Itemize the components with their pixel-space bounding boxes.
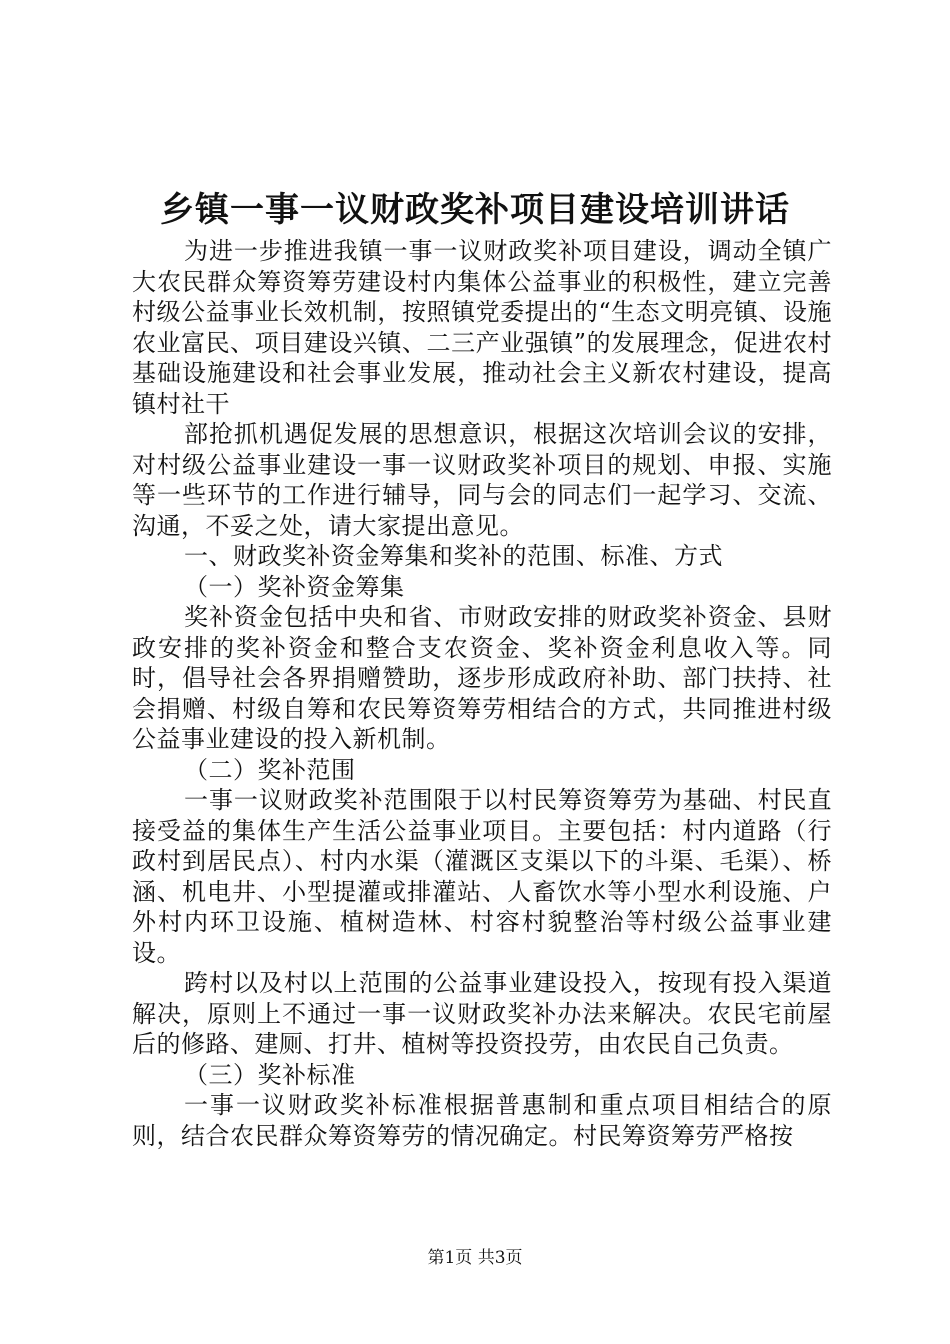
document-body: [132, 236, 832, 1151]
document-title: 乡镇一事一议财政奖补项目建设培训讲话: [160, 190, 790, 230]
section-heading-1: 一、财政奖补资金筹集和奖补的范围、标准、方式: [184, 542, 723, 570]
paragraph-intro-continued: 部抢抓机遇促发展的思想意识，根据这次培训会议的安排，对村级公益事业建设一事一议财政奖补项目的规划、申报、实施等一些环节的工作进行辅导，同与会的同志们一起学习、交流、沟通，不妥之处，请大家提出意见。: [132, 420, 832, 540]
subsection-heading-scope: （二）奖补范围: [184, 755, 356, 784]
paragraph-scope-exclusions: 跨村以及村以上范围的公益事业建设投入，按现有投入渠道解决，原则上不通过一事一议财政奖补办法来解决。农民宅前屋后的修路、建厕、打井、植树等投资投劳，由农民自己负责。: [132, 969, 832, 1058]
subsection-heading-standard: （三）奖补标准: [184, 1060, 356, 1089]
page-footer: 第1页 共3页: [427, 1248, 523, 1268]
paragraph-funding: 奖补资金包括中央和省、市财政安排的财政奖补资金、县财政安排的奖补资金和整合支农资金、奖补资金利息收入等。同时，倡导社会各界捐赠赞助，逐步形成政府补助、部门扶持、社会捐赠、村级自筹和农民筹资筹劳相结合的方式，共同推进村级公益事业建设的投入新机制。: [132, 603, 832, 753]
paragraph-intro: 为进一步推进我镇一事一议财政奖补项目建设，调动全镇广大农民群众筹资筹劳建设村内集体公益事业的积极性，建立完善村级公益事业长效机制，按照镇党委提出的“生态文明亮镇、设施农业富民、项目建设兴镇、二三产业强镇”的发展理念，促进农村基础设施建设和社会事业发展，推动社会主义新农村建设，提高镇村社干: [132, 237, 832, 418]
paragraph-standard: 一事一议财政奖补标准根据普惠制和重点项目相结合的原则，结合农民群众筹资筹劳的情况确定。村民筹资筹劳严格按: [132, 1091, 832, 1150]
subsection-heading-funding: （一）奖补资金筹集: [184, 572, 405, 601]
paragraph-scope: 一事一议财政奖补范围限于以村民筹资筹劳为基础、村民直接受益的集体生产生活公益事业项目。主要包括：村内道路（行政村到居民点）、村内水渠（灌溉区支渠以下的斗渠、毛渠）、桥涵、机电井、小型提灌或排灌站、人畜饮水等小型水利设施、户外村内环卫设施、植树造林、村容村貌整治等村级公益事业建设。: [132, 786, 832, 967]
